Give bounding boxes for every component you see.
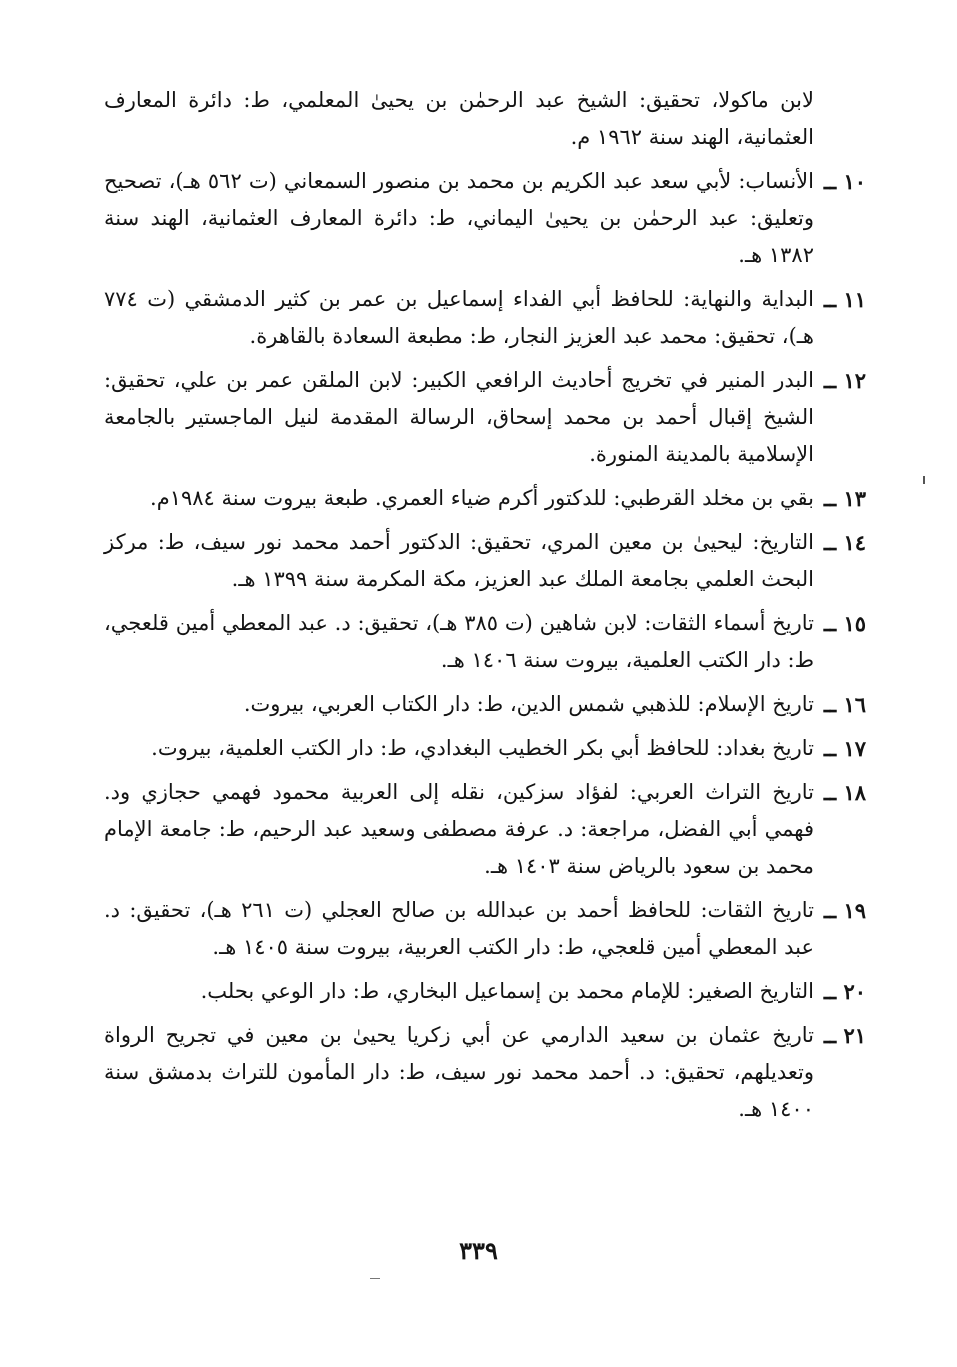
reference-text: تاريخ أسماء الثقات: لابن شاهين (ت ٣٨٥ هـ)، تحقيق: د. عبد المعطي أمين قلعجي، ط: دار الكتب العلمية، بيروت سنة ١٤٠٦ هـ. [104,611,815,672]
reference-text: تاريخ عثمان بن سعيد الدارمي عن أبي زكريا يحيىٰ بن معين في تجريح الرواة وتعديلهم، تحقيق: د. أحمد محمد نور سيف، ط: دار المأمون للتراث بدمشق سنة ١٤٠٠ هـ. [104,1023,814,1121]
reference-entry-20 [104,973,866,1010]
reference-entry-14 [104,524,866,598]
reference-number: ١٤ ــ [823,530,866,555]
reference-entry-10 [104,163,866,274]
reference-entry-continuation [104,82,866,156]
reference-text: التاريخ الصغير: للإمام محمد بن إسماعيل البخاري، ط: دار الوعي بحلب. [200,979,814,1003]
reference-entry-21 [104,1017,866,1128]
reference-text: بقي بن مخلد القرطبي: للدكتور أكرم ضياء العمري. طبعة بيروت سنة ١٩٨٤م. [150,486,814,510]
scan-mark [923,476,925,484]
reference-text: تاريخ بغداد: للحافظ أبي بكر الخطيب البغدادي، ط: دار الكتب العلمية، بيروت. [151,736,814,760]
reference-entry-15 [104,605,866,679]
reference-number: ١٦ ــ [823,692,866,717]
reference-number: ٢١ ــ [823,1023,866,1048]
reference-text: البداية والنهاية: للحافظ أبي الفداء إسماعيل بن عمر بن كثير الدمشقي (ت ٧٧٤ هـ)، تحقيق: محمد عبد العزيز النجار، ط: مطبعة السعادة بالقاهرة. [104,287,814,348]
reference-number: ١٩ ــ [823,898,866,923]
reference-text: الأنساب: لأبي سعد عبد الكريم بن محمد بن منصور السمعاني (ت ٥٦٢ هـ)، تصحيح وتعليق: عبد الرحمٰن بن يحيىٰ اليماني، ط: دائرة المعارف العثمانية، الهند سنة ١٣٨٢ هـ. [104,169,814,267]
references-list [104,82,866,1135]
reference-entry-18 [104,774,866,885]
reference-number: ١٧ ــ [823,736,866,761]
reference-entry-13 [104,480,866,517]
reference-text: التاريخ: ليحيىٰ بن معين المري، تحقيق: الدكتور أحمد محمد نور سيف، ط: مركز البحث العلمي بجامعة الملك عبد العزيز، مكة المكرمة سنة ١٣٩٩ هـ. [104,530,814,591]
reference-text: لابن ماكولا، تحقيق: الشيخ عبد الرحمٰن بن يحيىٰ المعلمي، ط: دائرة المعارف العثمانية، الهند سنة ١٩٦٢ م. [104,88,814,149]
reference-entry-12 [104,362,866,473]
reference-number: ١١ ــ [823,287,866,312]
scan-mark [370,1278,380,1279]
reference-number: ١٨ ــ [823,780,866,805]
reference-number: ٢٠ ــ [823,979,866,1004]
reference-text: تاريخ الثقات: للحافظ أحمد بن عبدالله بن صالح العجلي (ت ٢٦١ هـ)، تحقيق: د. عبد المعطي أمين قلعجي، ط: دار الكتب العربية، بيروت سنة ١٤٠٥ هـ. [104,898,814,959]
reference-entry-19 [104,892,866,966]
reference-entry-11 [104,281,866,355]
reference-text: البدر المنير في تخريج أحاديث الرافعي الكبير: لابن الملقن عمر بن علي، تحقيق: الشيخ إقبال أحمد بن محمد إسحاق، الرسالة المقدمة لنيل الماجستير بالجامعة الإسلامية بالمدينة المنورة. [104,368,814,466]
reference-text: تاريخ التراث العربي: لفؤاد سزكين، نقله إلى العربية محمود فهمي حجازي ود. فهمي أبي الفضل، مراجعة: د. عرفة مصطفى وسعيد عبد الرحيم، ط: جامعة الإمام محمد بن سعود بالرياض سنة ١٤٠٣ هـ. [104,780,814,878]
reference-text: تاريخ الإسلام: للذهبي شمس الدين، ط: دار الكتاب العربي، بيروت. [243,692,814,716]
reference-number: ١٢ ــ [823,368,866,393]
reference-number: ١٠ ــ [823,169,866,194]
reference-number: ١٥ ــ [823,611,866,636]
reference-number: ١٣ ــ [823,486,866,511]
reference-entry-16 [104,686,866,723]
reference-entry-17 [104,730,866,767]
page-number: ٣٣٩ [459,1236,498,1265]
